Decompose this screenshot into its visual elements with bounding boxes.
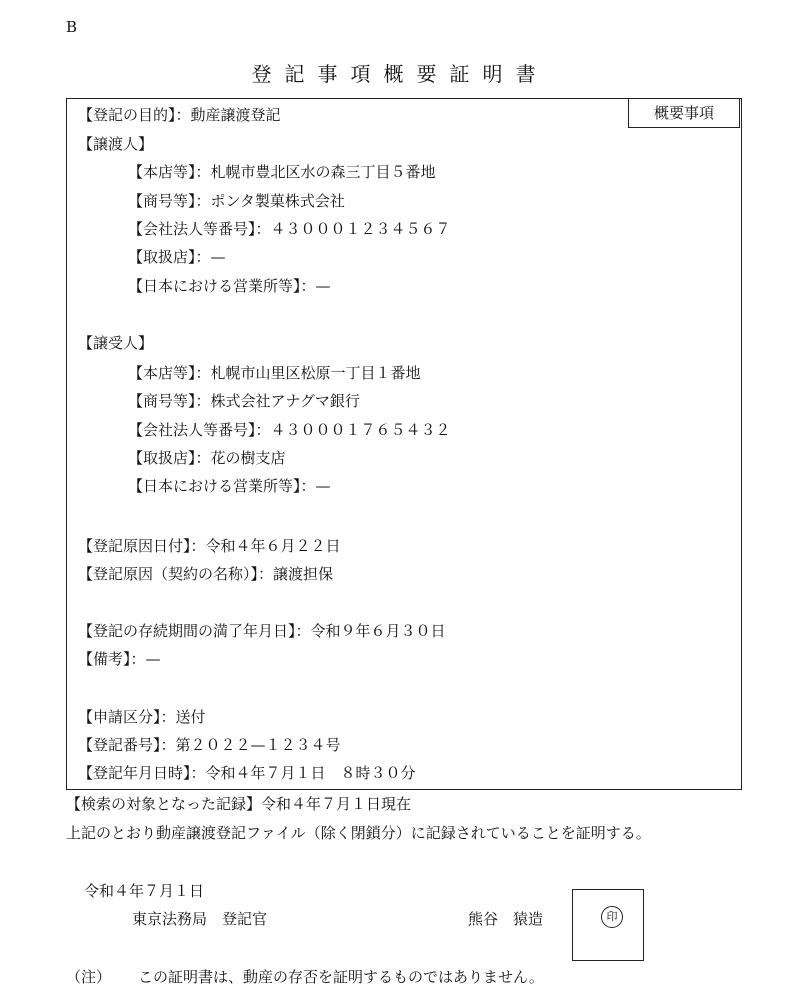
corner-mark: B [66, 18, 78, 36]
assignor-trade-name: 【商号等】：ポンタ製菓株式会社 [128, 192, 345, 210]
issue-date: 令和４年７月１日 [84, 882, 205, 900]
assignor-branch: 【取扱店】：— [128, 248, 226, 266]
document-title: 登記事項概要証明書 [251, 62, 549, 86]
certification-statement: 上記のとおり動産譲渡登記ファイル（除く閉鎖分）に記録されていることを証明する。 [66, 824, 651, 842]
registrar-name: 熊谷 猿造 [468, 910, 544, 928]
assignor-heading: 【譲渡人】 [78, 135, 154, 153]
registration-purpose: 【登記の目的】：動産譲渡登記 [78, 106, 281, 124]
application-type: 【申請区分】：送付 [78, 708, 206, 726]
assignor-corp-number: 【会社法人等番号】：４３０００１２３４５６７ [128, 220, 451, 238]
assignee-trade-name: 【商号等】：株式会社アナグマ銀行 [128, 392, 360, 410]
search-record: 【検索の対象となった記録】令和４年７月１日現在 [66, 795, 412, 813]
assignee-japan-office: 【日本における営業所等】：— [128, 477, 331, 495]
cause-date: 【登記原因日付】：令和４年６月２２日 [78, 537, 341, 555]
registration-cause: 【登記原因（契約の名称）】：譲渡担保 [78, 565, 334, 583]
seal-stamp: 印 [601, 906, 623, 928]
assignor-japan-office: 【日本における営業所等】：— [128, 277, 331, 295]
assignee-branch: 【取扱店】：花の樹支店 [128, 449, 286, 467]
summary-label: 概要事項 [628, 98, 740, 128]
assignee-head-office: 【本店等】：札幌市山里区松原一丁目１番地 [128, 364, 421, 382]
registration-number: 【登記番号】：第２０２２—１２３４号 [78, 736, 341, 754]
assignee-corp-number: 【会社法人等番号】：４３０００１７６５４３２ [128, 421, 451, 439]
note-label: （注） [66, 968, 112, 986]
remarks: 【備考】：— [78, 650, 161, 668]
assignor-head-office: 【本店等】：札幌市豊北区水の森三丁目５番地 [128, 163, 436, 181]
registration-datetime: 【登記年月日時】：令和４年７月１日 ８時３０分 [78, 764, 416, 782]
issuing-office: 東京法務局 登記官 [132, 910, 268, 928]
assignee-heading: 【譲受人】 [78, 334, 154, 352]
note-text: この証明書は、動産の存否を証明するものではありません。 [138, 968, 544, 986]
expiry-date: 【登記の存続期間の満了年月日】：令和９年６月３０日 [78, 622, 446, 640]
